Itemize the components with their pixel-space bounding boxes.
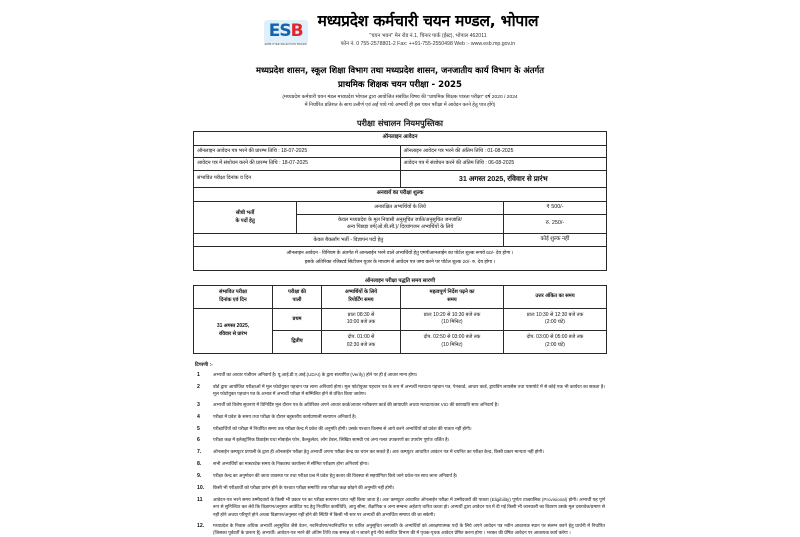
logo-letter-e: E (268, 21, 280, 41)
list-item (193, 484, 607, 492)
list-item (193, 448, 607, 456)
backlog-fee-desc: केवल बैकलॉग भर्ती - विज्ञापन पदों हेतु (194, 234, 504, 247)
answer-time-first (504, 308, 607, 331)
apply-start-value: 18-07-2025 (281, 147, 308, 154)
list-item (193, 401, 607, 409)
col-header-instructions (401, 286, 504, 308)
schedule-exam-date-line1: 31 अगस्त 2025, (216, 322, 250, 329)
list-item (193, 522, 607, 537)
note-number: 6 (197, 437, 200, 444)
booklet-title: परीक्षा संचालन नियमपुस्तिका (356, 117, 444, 128)
list-item (193, 460, 607, 468)
fee-desc-unreserved: अनारक्षित अभ्यर्थियों के लिये (297, 201, 504, 214)
letterhead (193, 6, 607, 54)
note-number: 2 (197, 383, 200, 390)
table-header-row (194, 286, 607, 308)
answer-time-first-line2: (2:00 घंटे) (545, 319, 565, 326)
reporting-time-second (322, 331, 401, 354)
list-item (193, 371, 607, 379)
col-header-shift-line2: पाली (292, 297, 302, 304)
table-row (194, 145, 607, 157)
apply-end-value: 01-08-2025 (487, 147, 514, 154)
department-line: मध्यप्रदेश शासन, स्कूल शिक्षा विभाग तथा मध्यप्रदेश शासन, जनजातीय कार्य विभाग के अंतर्गत (255, 65, 545, 75)
apply-end-label: ऑनलाइन आवेदन पत्र भरने की अंतिम तिथि : (403, 147, 486, 154)
esb-logo-icon (262, 18, 310, 52)
note-text: आवेदन-पत्र भरने समय उम्मीदवारों के किसी भी प्रकार पर का परीक्षा सत्यापन प्राप्त नहीं किया जाता है। अतः कम्प्यूटर आधारित ऑनलाईन परीक्षा में उम्मीदवारों की पात्रता (Eligibility) पूर्णतः तात्कालिक (Provisional) होगी। अभ्यर्थी यह पूर्ण रूप से सुनिश्चित कर लेवें कि विज्ञापन/अनुसार आवेदित पद हेतु निर्धारित कार्यविधि, आयु सीमा, शैक्षणिक व अन्य सम्बन्ध अर्हताएं धारित करता हो। अभ्यर्थी द्वारा आवेदन पत्र में दी गई किसी भी जानकारी का विवरण उसके मूल दस्तावेज/प्रमाण से नहीं होने अथवा परिपूर्ण होने अथवा विज्ञापन/अनुसार नहीं होने की स्थिति में किसी भी स्तर पर अभ्यर्थी की अभ्यर्थिता समाप्त की जा सकेगी। (213, 496, 605, 517)
list-item (193, 436, 607, 444)
eligibility-note-line2: में निर्धारित प्रतिशत के साथ उत्तीर्ण एवं अर्ह पाये गये अभ्यर्थी ही इस चयन परीक्षा में आवेदन करने हेतु पात्र होंगे) (304, 103, 496, 109)
note-number: 9. (197, 472, 202, 479)
fee-desc-reserved-line2: अन्य पिछड़ा वर्ग(ओ.बी.सी.)/ दिव्यांगजन अभ्यर्थियों के लिये (346, 223, 454, 230)
portal-fee-note-line2: इसके अतिरिक्त रजिस्टर्ड सिटीजन यूजर के माध्यम से आवेदन पत्र जमा करने पर पोर्टल शुल्क 20/- रु. देय होगा । (304, 259, 496, 265)
correction-end-cell (400, 158, 607, 170)
note-text: अभ्यर्थी का आधार पंजीयन अनिवार्य है। यू.आई.डी.ए.आई.(UDAI) के द्वारा सत्यापित (Verify) होने पर ही ई आधार मान्य होगा। (213, 371, 418, 377)
organisation-contact: फोन नं. 0 755-2578801-2 Fax: ++91-755-2550498 Web :- www.esb.mp.gov.in (340, 41, 516, 48)
schedule-exam-date-line2: रविवार से प्रारंभ (218, 330, 248, 337)
note-text: बोर्ड द्वारा आयोजित परीक्षाओं में मूल फोटोयुक्त पहचान पत्र लाना अनिवार्य होगा। मूल फोटोयुक्त पहचान पत्र के रूप में अभ्यर्थी मतदाता पहचान पत्र, पेनकार्ड, आधार कार्ड, ड्रायविंग लायसेंस तथा पासपोर्ट में से कोई एक भी कार्यरत का सकता है। मूल फोटोयुक्त पहचान पत्र के अभाव में अभ्यर्थी परीक्षा में सम्मिलित होने से वंचित किया जावेगा। (213, 383, 605, 397)
note-number: 10. (197, 484, 205, 491)
note-text: परीक्षा कक्ष में इलेक्ट्रॉनिक डिवाईस यथा मोबाईल फोन, कैल्कुलेटर, लॉग टेबल, लिखित सामग्री एवं अन्य गलत उपकरणों का उपयोग पूर्णतः वर्जित है। (213, 437, 450, 443)
answer-time-second (504, 331, 607, 354)
eligibility-note-line1: (मध्यप्रदेश कर्मचारी चयन मंडल मध्यप्रदेश भोपाल द्वारा आयोजित संबंधित विषय की "प्राथमिक शिक्षक पात्रता परीक्षा" वर्ष 2020 / 2024 (282, 94, 518, 100)
schedule-caption: ऑनलाइन परीक्षा पद्धति समय सारणी (364, 277, 436, 284)
table-row (194, 187, 607, 201)
correction-end-value: 06-08-2025 (488, 160, 515, 167)
reporting-time-first (322, 308, 401, 331)
backlog-fee-amount: कोई शुल्क नहीं (503, 234, 606, 247)
table-row (194, 308, 607, 331)
note-number: 12. (197, 522, 205, 529)
table-row (194, 170, 607, 187)
col-header-reporting-line1: अभ्यर्थियों के लिये (344, 289, 378, 296)
fee-side-label-line2: के पदों हेतु (235, 217, 255, 224)
fee-side-label-line1: सीधी भर्ती (235, 210, 255, 217)
note-number: 1 (197, 371, 200, 378)
table-row (194, 158, 607, 170)
note-number: 3 (197, 402, 200, 409)
col-header-date (194, 286, 273, 308)
letterhead-text (318, 12, 539, 49)
answer-time-first-line1: प्रातः 10:30 से 12:30 बजे तक (526, 311, 584, 318)
apply-end-cell (400, 145, 607, 157)
list-item (193, 413, 607, 421)
instruction-time-second-line1: दोप. 02:50 से 03:00 बजे तक (423, 334, 481, 341)
reporting-time-first-line2: 10:00 बजे तक (346, 319, 376, 326)
col-header-reporting-line2: रिपोर्टिंग समय (348, 297, 374, 304)
exam-date-label: संभावित परीक्षा दिनांक व दिन (194, 170, 401, 187)
shift-name-first: प्रथम (273, 308, 322, 331)
exam-schedule-table (193, 285, 607, 353)
apply-start-cell (194, 145, 401, 157)
note-text: परीक्षा केन्द्र का अनुमोदन की जाता व्यवस्था पर तथा परीक्षा प्रश्न में प्रवेश हेतु कतार की विवस्था से सहयोगिता किये जाने प्रवेश-पत्र साथ लाना अनिवार्य है। (213, 472, 458, 478)
reporting-time-second-line2: 02:30 बजे तक (346, 341, 376, 348)
note-text: ऑनलाईन कम्प्यूटर प्रणाली के द्वारा ही ऑनलाईन परीक्षा हेतु अभ्यर्थी अपना परीक्षा केन्द्र का चयन कर सकते हैं। अतः कम्प्यूटर आधारित आवंटन पत्र में चयनित का परीक्षा केन्द्र, किसी प्रकार मान्यता नहीं होगी। (213, 449, 544, 455)
application-fee-table (193, 131, 607, 271)
correction-end-label: आवेदन पत्र में संशोधन करने की अंतिम तिथि : (403, 160, 487, 167)
reporting-time-second-line1: दोप. 01:00 से (347, 334, 375, 341)
table-row (194, 201, 607, 214)
instruction-time-first-line2: (10 मिनिट) (441, 319, 463, 326)
table-row (194, 247, 607, 271)
fee-desc-reserved (297, 214, 504, 234)
department-heading (193, 64, 607, 111)
fee-side-label (194, 201, 297, 234)
apply-start-label: ऑनलाइन आवेदन पत्र भरने की प्रारम्भ तिथि : (197, 147, 280, 154)
table-row (194, 131, 607, 145)
answer-time-second-line1: दोप. 03:00 से 05:00 बजे तक (526, 334, 584, 341)
note-text: मध्यप्रदेश के निवास अधिक अभ्यर्थी अनुसूचित जैसे वेतन, नवनिर्धारण/नवनिर्धारित पर धारित अनुसूचित जनजाति के अभ्यर्थियों को आरक्षणात्मक पदों के लिये अपने आवेदन पत्र नवीन आवश्यक स्थान पर संलग्न करने हेतु प्रार्थनी में निर्धारित (जिसका पूर्ववर्ती के प्रारूप है) अभ्यर्थी। आवेदन-पत्र भरने की अंतिम तिथि तक सम्पन्न को न जावने हुये नीचे संबंधित विभाग की में पृथक-पृथक आवेदन प्रेषित करना होगा । भरकर की प्रेषित आवेदन पर आवश्यक कार्य करेगा । (213, 522, 605, 536)
note-number: 8. (197, 461, 202, 468)
col-header-shift (273, 286, 322, 308)
note-number: 7. (197, 449, 202, 456)
correction-start-label: आवेदन पत्र में संशोधन करने की प्रारम्भ तिथि : (197, 160, 281, 167)
note-number: 5 (197, 425, 200, 432)
online-application-band: ऑनलाइन आवेदन (194, 131, 607, 145)
logo-subtext: EMPLOYEE SELECTION BOARD (264, 43, 307, 46)
fee-amount-reserved: रु. 250/- (503, 214, 606, 234)
instruction-time-second (401, 331, 504, 354)
fee-desc-reserved-line1: केवल मध्यप्रदेश के मूल निवासी अनुसूचित जाति/अनुसूचित जनजाति/ (338, 216, 462, 223)
correction-start-cell (194, 158, 401, 170)
note-text: किसी भी परीक्षार्थी को परीक्षा प्रारंभ होने के पश्चात परीक्षा समाप्ति तक परीक्षा कक्ष छोड़ने की अनुमति नहीं होगी। (213, 484, 395, 490)
document-sheet (185, 0, 615, 536)
col-header-reporting (322, 286, 401, 308)
organisation-name: मध्यप्रदेश कर्मचारी चयन मण्डल, भोपाल (317, 12, 539, 30)
answer-time-second-line2: (2:00 घंटे) (545, 341, 565, 348)
organisation-address: "चयन भवन" मेन रोड नं.1, चिनार पार्क (ईस्ट), भोपाल 462011 (369, 33, 487, 40)
logo-letter-b: B (290, 21, 303, 41)
reporting-time-first-line1: प्रातः 08:30 से (347, 311, 375, 318)
list-item (193, 425, 607, 433)
notes-heading: टिप्पणी :- (195, 361, 213, 368)
fee-amount-unreserved: ₹ 500/- (503, 201, 606, 214)
col-header-answer-line1: उत्तर अंकित का समय (535, 293, 575, 300)
list-item (193, 472, 607, 480)
exam-fee-band: अनवार्य का परीक्षा शुल्क (194, 187, 607, 201)
exam-title: प्राथमिक शिक्षक चयन परीक्षा - 2025 (337, 80, 463, 91)
col-header-date-line1: संभावित परीक्षा (218, 289, 248, 296)
col-header-instructions-line1: महत्वपूर्ण निर्देश पढ़ने का (429, 289, 475, 296)
note-text: परीक्षा में प्रवेश के समय तथा परीक्षा के दौरान बहुस्तरीय कार्यप्रणाली सत्यापन अनिवार्य है। (213, 413, 357, 419)
logo-letter-s: S (279, 21, 291, 41)
col-header-instructions-line2: समय (447, 297, 457, 304)
portal-fee-note (194, 247, 607, 271)
note-text: परीक्षार्थियों को परीक्षा में निर्धारित समय तक परीक्षा केन्द्र में प्रवेश की अनुमति होगी। उसके पश्चात विलम्ब से आये करने अभ्यर्थियों को प्रवेश की पात्रता नहीं होगी। (213, 425, 472, 431)
logo-lettering (262, 19, 310, 43)
portal-fee-note-line1: ऑनलाइन आवेदन - विनियम के अंतर्गत में आनलाईन भरने वाले अभ्यर्थियों हेतु एमपीआनलाईन का पोर्टल शुल्क रूपये 60/- देय होगा । (286, 251, 514, 257)
schedule-exam-date (194, 308, 273, 353)
col-header-date-line2: दिनांक एवं दिन (219, 297, 247, 304)
list-item (193, 383, 607, 398)
col-header-shift-line1: परीक्षा की (288, 289, 306, 296)
exam-date-value: 31 अगस्त 2025, रविवार से प्रारंभ (400, 170, 607, 187)
note-text: सभी अभ्यर्थियों का मास्टरटेक समय के निकटस्थ कार्यालय में सीमित परीक्षण होना अनिवार्य होगा। (213, 461, 369, 467)
shift-name-second: द्वितीय (273, 331, 322, 354)
col-header-answer (504, 286, 607, 308)
note-text: अभ्यर्थी को विशेष सूचनाएं में विनिर्दिष्ट मूल दौरान पत्र के अतिरिक्त अपने आधार कार्ड/आधार नारीकरण कार्ड की छायाप्रति अथवा मतदाता/कर VID की छायाप्रति साथ अनिवार्य है। (213, 402, 499, 408)
instruction-time-first (401, 308, 504, 331)
note-number: 4 (197, 413, 200, 420)
instruction-time-first-line1: प्रातः 10:20 से 10:30 बजे तक (423, 311, 481, 318)
correction-start-value: 18-07-2025 (281, 160, 308, 167)
note-number: 11 (197, 496, 203, 503)
list-item (193, 496, 607, 519)
notes-list (193, 371, 607, 537)
table-row (194, 234, 607, 247)
instruction-time-second-line2: (10 मिनिट) (441, 341, 463, 348)
